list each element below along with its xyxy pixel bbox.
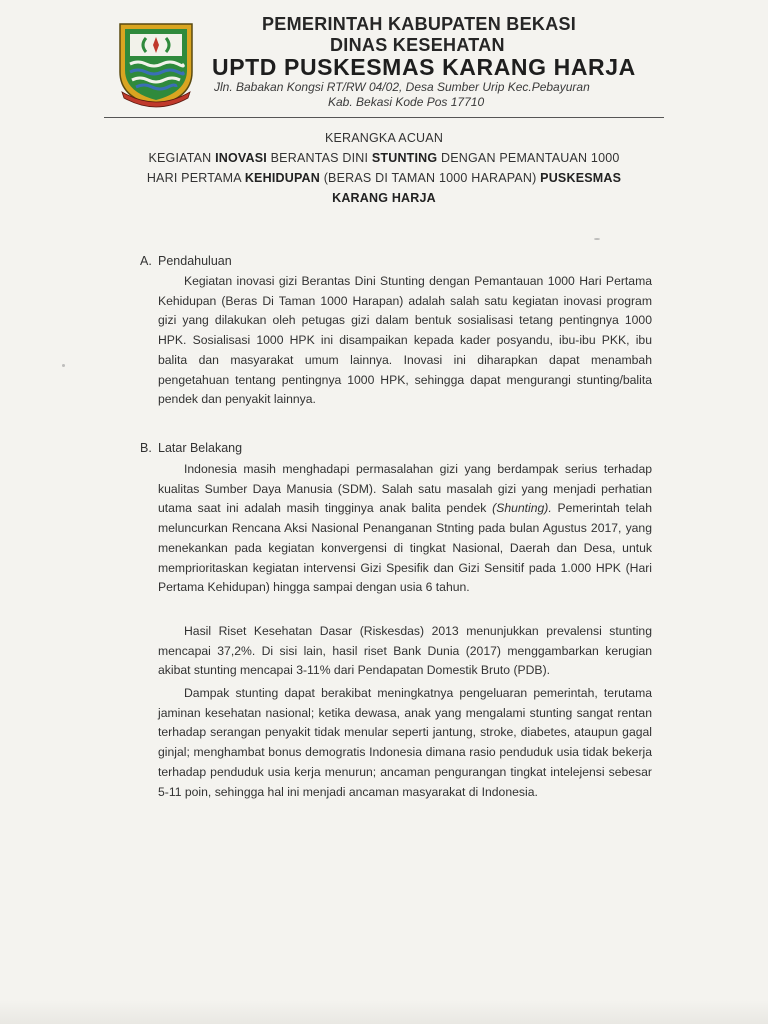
document-title: KERANGKA ACUAN <box>324 131 444 145</box>
letterhead-unit: UPTD PUSKESMAS KARANG HARJA <box>212 54 636 80</box>
scan-speck <box>62 364 65 367</box>
letterhead-government: PEMERINTAH KABUPATEN BEKASI <box>262 14 577 34</box>
letterhead-divider <box>104 117 664 118</box>
bekasi-regency-crest-icon <box>116 20 196 108</box>
section-b-letter: B. <box>140 441 152 455</box>
section-b-paragraph-2: Hasil Riset Kesehatan Dasar (Riskesdas) 2013 menunjukkan prevalensi stunting mencapai 37,2%. Di sisi lain, hasil riset Bank Dunia (2017) menggambarkan kerugian akibat stunting mencapai 3-11% dari Pendapatan Domestik Bruto (PDB). <box>158 624 652 678</box>
letterhead-address-line2: Kab. Bekasi Kode Pos 17710 <box>328 95 485 109</box>
letterhead-address-line1: Jln. Babakan Kongsi RT/RW 04/02, Desa Sumber Urip Kec.Pebayuran <box>214 80 590 94</box>
scan-speck <box>594 238 600 240</box>
section-a-paragraph: Kegiatan inovasi gizi Berantas Dini Stunting dengan Pemantauan 1000 Hari Pertama Kehidupan (Beras Di Taman 1000 Harapan) adalah salah satu kegiatan inovasi program gizi yang dilakukan oleh petugas gizi dalam bentuk sosialisasi tetang pentingnya 1000 HPK. Sosialisasi 1000 HPK ini disampaikan kepada kader posyandu, ibu-ibu PKK, ibu balita dan masyarakat umum lainnya. Inovasi ini diharapkan dapat menambah pengetahuan tentang pentingnya 1000 HPK, sehingga dapat mengurangi stunting/balita pendek dan penyakit lainnya. <box>158 274 652 407</box>
document-subtitle-line3: KARANG HARJA <box>332 191 436 205</box>
section-a-letter: A. <box>140 254 152 268</box>
section-a-title: Pendahuluan <box>158 254 232 268</box>
section-b-title: Latar Belakang <box>158 441 243 455</box>
document-subtitle-line2: HARI PERTAMA KEHIDUPAN (BERAS DI TAMAN 1000 HARAPAN) PUSKESMAS <box>146 171 622 185</box>
section-b-paragraph-3: Dampak stunting dapat berakibat meningkatnya pengeluaran pemerintah, terutama jaminan kesehatan nasional; ketika dewasa, anak yang mengalami stunting sangat rentan terhadap serangan penyakit tidak menular seperti jantung, stroke, diabetes, ataupun gagal ginjal; menghambat bonus demogratis Indonesia dimana rasio penduduk usia tidak bekerja terhadap penduduk usia kerja menurun; ancaman pengurangan tingkat intelejensi sebesar 5-11 poin, sehingga hal ini menjadi ancaman masyarakat di Indonesia. <box>158 686 652 799</box>
section-b-paragraph-1: Indonesia masih menghadapi permasalahan gizi yang berdampak serius terhadap kualitas Sumber Daya Manusia (SDM). Salah satu masalah gizi yang menjadi perhatian utama saat ini adalah masih tingginya anak balita pendek (Shunting). Pemerintah telah meluncurkan Rencana Aksi Nasional Penanganan Stnting pada bulan Agustus 2017, yang menekankan pada kegiatan konvergensi di tingkat Nasional, Daerah dan Desa, untuk memprioritaskan kegiatan intervensi Gizi Spesifik dan Gizi Sensitif pada 1.000 HPK (Hari Pertama Kehidupan) hingga sampai dengan usia 6 tahun. <box>158 462 652 595</box>
letterhead-department: DINAS KESEHATAN <box>330 35 505 55</box>
scan-bottom-edge <box>0 1000 768 1024</box>
document-subtitle-line1: KEGIATAN INOVASI BERANTAS DINI STUNTING DENGAN PEMANTAUAN 1000 <box>148 151 620 165</box>
